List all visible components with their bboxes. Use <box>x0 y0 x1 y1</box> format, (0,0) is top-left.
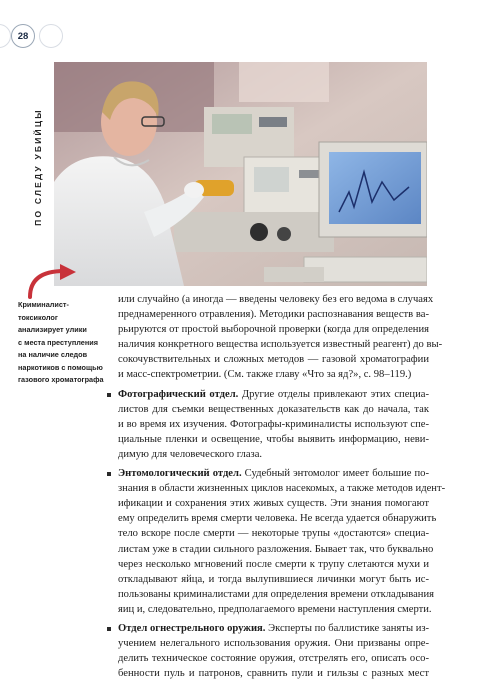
decorative-circle <box>0 24 11 48</box>
text-line: димую для человеческого глаза. <box>118 448 263 460</box>
bullet-square-icon <box>107 393 111 397</box>
caption-line: анализирует улики <box>18 325 87 334</box>
photo-caption <box>18 299 122 387</box>
text-line: ему определить время смерти человека. Не всегда удается обнаружить <box>118 513 437 525</box>
text-line: рьируются от простой выборочной проверки (когда для определения <box>118 324 429 336</box>
text-line <box>118 621 429 636</box>
caption-arrow-icon <box>24 263 84 299</box>
text-line: циальные пленки и освещение, чтобы выявить информацию, неви- <box>118 433 429 445</box>
lab-photo <box>54 62 427 286</box>
text-line: яиц и, следовательно, предполагаемого времени наступления смерти. <box>118 603 432 615</box>
page-number: 28 <box>17 30 29 42</box>
intro-paragraph <box>118 292 443 383</box>
decorative-circle <box>39 24 63 48</box>
bullet-square-icon <box>107 472 111 476</box>
text-line: пользованы криминалистами для определения времени откладывания <box>118 588 435 600</box>
body-text <box>118 292 446 681</box>
text-line: листам уже в стадии сильного разложения. Бывает так, что буквально <box>118 543 434 555</box>
text-line <box>118 466 429 481</box>
text-line: сокочувствительных и сложных методов — газовой хроматографии <box>118 354 429 366</box>
text-line: ификации и сохранения этих живых существ. Эти знания помогают <box>118 498 429 510</box>
bullet-first-line: Эксперты по баллистике заняты из- <box>265 622 430 634</box>
text-line: и во время их изучения. Фотографы-криминалисты используют спе- <box>118 418 429 430</box>
bullet-photography <box>118 387 429 462</box>
text-line: наличия конкретного вещества используется известный реагент) до вы- <box>118 339 443 351</box>
bullet-first-line: Судебный энтомолог имеет большие по- <box>241 468 430 480</box>
running-head: ПО СЛЕДУ УБИЙЦЫ <box>33 108 43 226</box>
caption-line: на наличие следов <box>18 350 88 359</box>
text-line: тело вскоре после смерти — некоторые трупы «достаются» специа- <box>118 528 429 540</box>
bullet-heading: Энтомологический отдел. <box>118 468 242 480</box>
text-line: бенности пуль и патронов, сравнить пули и гильзы с разных мест <box>118 668 429 680</box>
caption-line: газового хроматографа <box>18 375 104 384</box>
caption-line: с места преступления <box>18 337 99 347</box>
caption-line: наркотиков с помощью <box>18 362 103 372</box>
page-number-badge <box>0 24 70 50</box>
bullet-heading: Отдел огнестрельного оружия. <box>118 622 266 634</box>
text-line: откладывают яйца, и тогда вылупившиеся личинки могут быть ис- <box>118 573 429 585</box>
bullet-entomology <box>118 466 446 617</box>
caption-line: Криминалист- <box>18 300 69 309</box>
text-line: или случайно (а иногда — введены человеку без его ведома в случаях <box>118 294 434 305</box>
text-line: знания в области жизненных циклов насекомых, а также методов идент- <box>118 483 446 495</box>
bullet-first-line: Другие отделы привлекают этих специа- <box>238 388 429 400</box>
bullet-firearms <box>118 621 429 681</box>
caption-line: токсиколог <box>18 312 58 322</box>
bullet-square-icon <box>107 627 111 631</box>
text-line: через несколько мгновений после смерти к трупу слетаются мухи и <box>118 558 429 570</box>
text-line: преднамеренного отравления). Методики распознавания веществ ва- <box>118 309 429 321</box>
text-line: листов для съемки вещественных доказательств как до начала, так <box>118 403 429 415</box>
page-number-circle <box>11 24 35 48</box>
text-line: учением нелегального использования оружия. Они призваны опре- <box>118 638 429 650</box>
text-line: и масс-спектрометрии. (См. также главу «Что за яд?», с. 98–119.) <box>118 369 412 381</box>
text-line <box>118 387 429 402</box>
text-line: делить техническое состояние оружия, отстрелять его, описать осо- <box>118 653 429 665</box>
bullet-heading: Фотографический отдел. <box>118 388 239 400</box>
